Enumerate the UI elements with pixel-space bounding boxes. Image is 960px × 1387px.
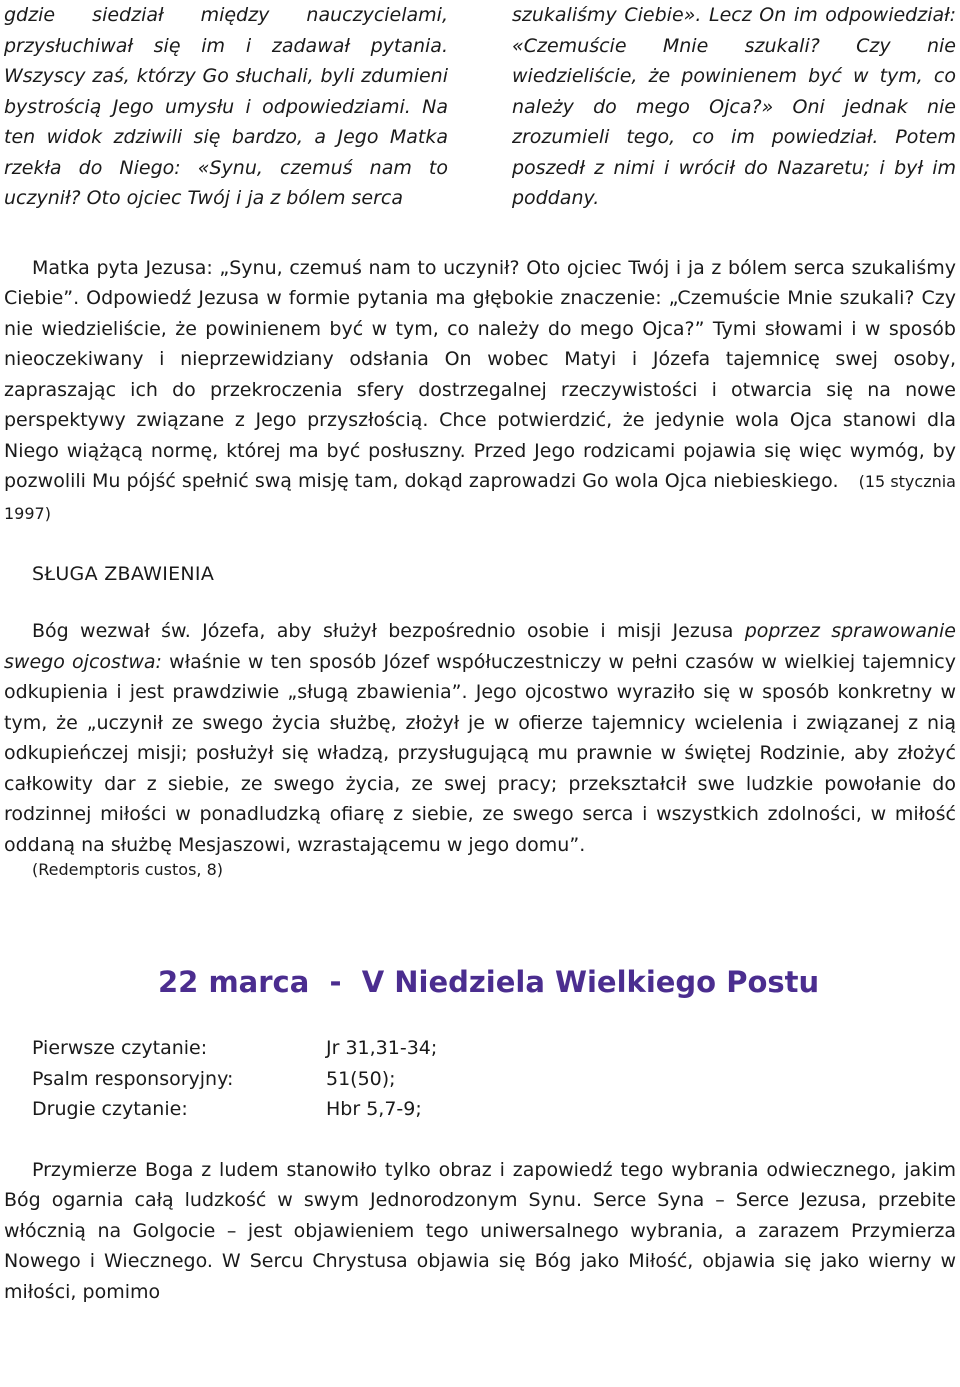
servant-text-italic: poprzez sprawowanie swego ojcostwa: bbox=[4, 620, 956, 673]
reading-label: Drugie czytanie: bbox=[32, 1098, 188, 1120]
servant-text-start: Bóg wezwał św. Józefa, aby służył bezpośrednio osobie i misji Jezusa bbox=[32, 620, 745, 642]
servant-paragraph bbox=[4, 616, 956, 860]
gospel-column-right bbox=[512, 0, 956, 214]
reading-value: Jr 31,31-34; bbox=[326, 1037, 438, 1059]
gospel-columns bbox=[4, 0, 956, 214]
document-page bbox=[4, 0, 956, 1307]
reading-row bbox=[32, 1033, 956, 1064]
reading-label: Psalm responsoryjny: bbox=[32, 1067, 234, 1090]
commentary-text: Matka pyta Jezusa: „Synu, czemuś nam to uczynił? Oto ojciec Twój i ja z bólem serca szukaliśmy Ciebie”. Odpowiedź Jezusa w formie pytania ma głębokie znaczenie: „Czemuście Mnie szukali? Czy nie wiedzieliście, że powinienem być w tym, co należy do mego Ojca?” Tymi słowami i w sposób nieoczekiwany i nieprzewidziany odsłania On wobec Matyi i Józefa tajemnicę swej osoby, zapraszając ich do przekroczenia sfery dostrzegalnej rzeczywistości i otwarcia się na nowe perspektywy związane z Jego przyszłością. Chce potwierdzić, że jedynie wola Ojca stanowi dla Niego wiążącą normę, której ma być posłuszny. Przed Jego rodzicami pojawia się więc wymóg, by pozwolili Mu pójść spełnić swą misję tam, dokąd zaprowadzi Go wola Ojca niebieskiego. bbox=[4, 256, 956, 492]
reading-label: Pierwsze czytanie: bbox=[32, 1037, 208, 1059]
gospel-text-right: szukaliśmy Ciebie». Lecz On im odpowiedział: «Czemuście Mnie szukali? Czy nie wiedzieliście, że powinienem być w tym, co należy do mego Ojca?» Oni jednak nie zrozumieli tego, co im powiedział. Potem poszedł z nimi i wrócił do Nazaretu; i był im poddany. bbox=[512, 4, 956, 209]
reading-row bbox=[32, 1064, 956, 1095]
servant-text-rest: właśnie w ten sposób Józef współuczestniczy w pełni czasów w wielkiej tajemnicy odkupienia i jest prawdziwie „sługą zbawienia”. Jego ojcostwo wyraziło się w sposób konkretny w tym, że „uczynił ze swego życia służbę, złożył je w ofierze tajemnicy wcielenia i związanej z nią odkupieńczej misji; posłużył się władzą, przysługującą mu prawnie w świętej Rodzinie, aby złożyć całkowity dar z siebie, ze swego życia, ze swej pracy; przekształcił swe ludzkie powołanie do rodzinnej miłości w ponadludzką ofiarę z siebie, ze swego serca i wszystkich zdolności, w miłość oddaną na służbę Mesjaszowi, wzrastającemu w jego domu”. bbox=[4, 650, 956, 856]
servant-reference: (Redemptoris custos, 8) bbox=[32, 860, 223, 879]
section-heading: SŁUGA ZBAWIENIA bbox=[32, 563, 215, 585]
gospel-column-left bbox=[4, 0, 448, 214]
readings-list bbox=[4, 1033, 956, 1125]
reading-value: Hbr 5,7-9; bbox=[326, 1098, 422, 1120]
reading-row bbox=[32, 1094, 956, 1125]
reading-value: 51(50); bbox=[326, 1067, 396, 1090]
closing-paragraph: Przymierze Boga z ludem stanowiło tylko obraz i zapowiedź tego wybrania odwiecznego, jakim Bóg ogarnia całą ludzkość w swym Jednorodzonym Synu. Serce Syna – Serce Jezusa, przebite włócznią na Golgocie – jest objawieniem tego uniwersalnego wybrania, a zarazem Przymierza Nowego i Wiecznego. W Sercu Chrystusa objawia się Bóg jako Miłość, objawia się jako wierny w miłości, pomimo bbox=[4, 1158, 956, 1303]
commentary-date: (15 stycznia 1997) bbox=[4, 472, 956, 523]
commentary-paragraph bbox=[4, 253, 956, 530]
gospel-text-left: gdzie siedział między nauczycielami, przysłuchiwał się im i zadawał pytania. Wszyscy zaś, którzy Go słuchali, byli zdumieni bystrością Jego umysłu i odpowiedziami. Na ten widok zdziwili się bardzo, a Jego Matka rzekła do Niego: «Synu, czemuś nam to uczynił? Oto ojciec Twój i ja z bólem serca bbox=[4, 4, 448, 209]
day-title: 22 marca - V Niedziela Wielkiego Postu bbox=[158, 965, 820, 999]
